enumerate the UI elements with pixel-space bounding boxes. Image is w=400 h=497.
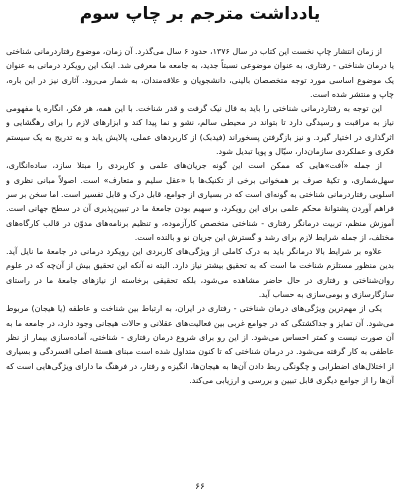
paragraph: یکی از مهم‌ترین ویژگی‌های درمان شناختی - رفتاری در ایران، به ارتباط بین شناخت و عاطفه (یا هیجان) مربوط می‌شود. آن تمایز و جداکشتگی که در جوامع غربی بین فعالیت‌های عقلانی و حالات هیجانی وجود دارد، در جامعه ما به آن صورت نیست و کمتر احساس می‌شود. از این رو برای شروع درمان رفتاری - شناختی، آماده‌سازی بیمار از نظر عاطفی به کار گرفته می‌شود. در درمان شناختی که تا کنون متداول شده است مبنای هستهٔ اصلی افسردگی و بسیاری از اختلال‌های اضطرابی و چگونگی ربط دادن آن‌ها به هیجان‌ها، انگیزه و رفتار، در فرهنگ ما دارای ویژگی‌هایی است که آن‌ها را از جوامع دیگری قابل تبیین و بررسی و ارزیابی می‌کند. (6, 304, 394, 385)
page-number: ۶۶ (195, 482, 205, 492)
paragraph: علاوه بر شرایط بالا درمانگر باید به درک کاملی از ویژگی‌های کاربردی این رویکرد درمانی در جامعهٔ ما نایل آید. بدین منظور مستلزم شناخت ما است که به تحقیق بیشتر نیاز دارد. البته نه آنکه این تحقیق بیش از آن‌چه که در علوم روان‌شناختی و رفتاری در حال حاضر مشاهده می‌شود، بلکه تحقیقی برخاسته از نیازهای جامعهٔ ما در راستای سازگارسازی و بومی‌سازی به حساب آید. (6, 247, 394, 300)
paragraph: از جمله «آفت»هایی که ممکن است این گونه جریان‌های علمی و کاربردی را مبتلا سازد، ساده‌انگاری، سهل‌شماری، و تکیهٔ صرف بر همخوانی برخی از تکنیک‌ها با «عقل سلیم و متعارف» است. اصولاً مبانی نظری و اسلوبی رفتاردرمانی شناختی به گونه‌ای است که در بسیاری از جوامع، قابل درک و قابل تفسیر است. اما سخن بر سر فراهم آوردن پشتوانهٔ محکم علمی برای این رویکرد، و سهیم بودن جامعهٔ ما در تبیین‌پذیری آن در سطح جهانی است. آموزش منظم، تربیت درمانگر رفتاری - شناختی متخصص کارآزموده، و تنظیم برنامه‌های مدوّن در قالب کارگاه‌های مختلف، از جمله شرایط لازم برای رشد و گسترش این جریان نو و بالنده است. (6, 161, 394, 242)
paragraph: این توجه به رفتاردرمانی شناختی را باید به فال نیک گرفت و قدر شناخت. با این همه، هر فکر، انگاره یا مفهومی نیاز به مراقبت و رسیدگی دارد تا بتواند در محیطی سالم، نشو و نما پیدا کند و ابزارهای لازم را برای رهگشایی و اثرگذاری در اختیار گیرد. و نیز بازگرفتن پسخوراند (فیدبک) از کاربردهای عملی، پالایش یابد و به تدریج به یک سیستم فکری و عملکردی سازمان‌دار، سیّال و پویا تبدیل شود. (6, 104, 394, 157)
document-body (6, 45, 394, 475)
paragraph: از زمان انتشار چاپ نخست این کتاب در سال ۱۳۷۶، حدود ۶ سال می‌گذرد. آن زمان، موضوع رفتاردرمانی شناختی یا درمان شناختی - رفتاری، به عنوان موضوعی نسبتاً جدید، به جامعه ما معرفی شد. اینک این رویکرد درمانی به عنوان یک موضوع اساسی مورد توجه متخصصان بالینی، دانشجویان و علاقه‌مندان، به شمار می‌رود. آثاری نیز در این باره، چاپ و منتشر شده است. (6, 47, 394, 99)
page-title: یادداشت مترجم بر چاپ سوم (79, 4, 321, 24)
